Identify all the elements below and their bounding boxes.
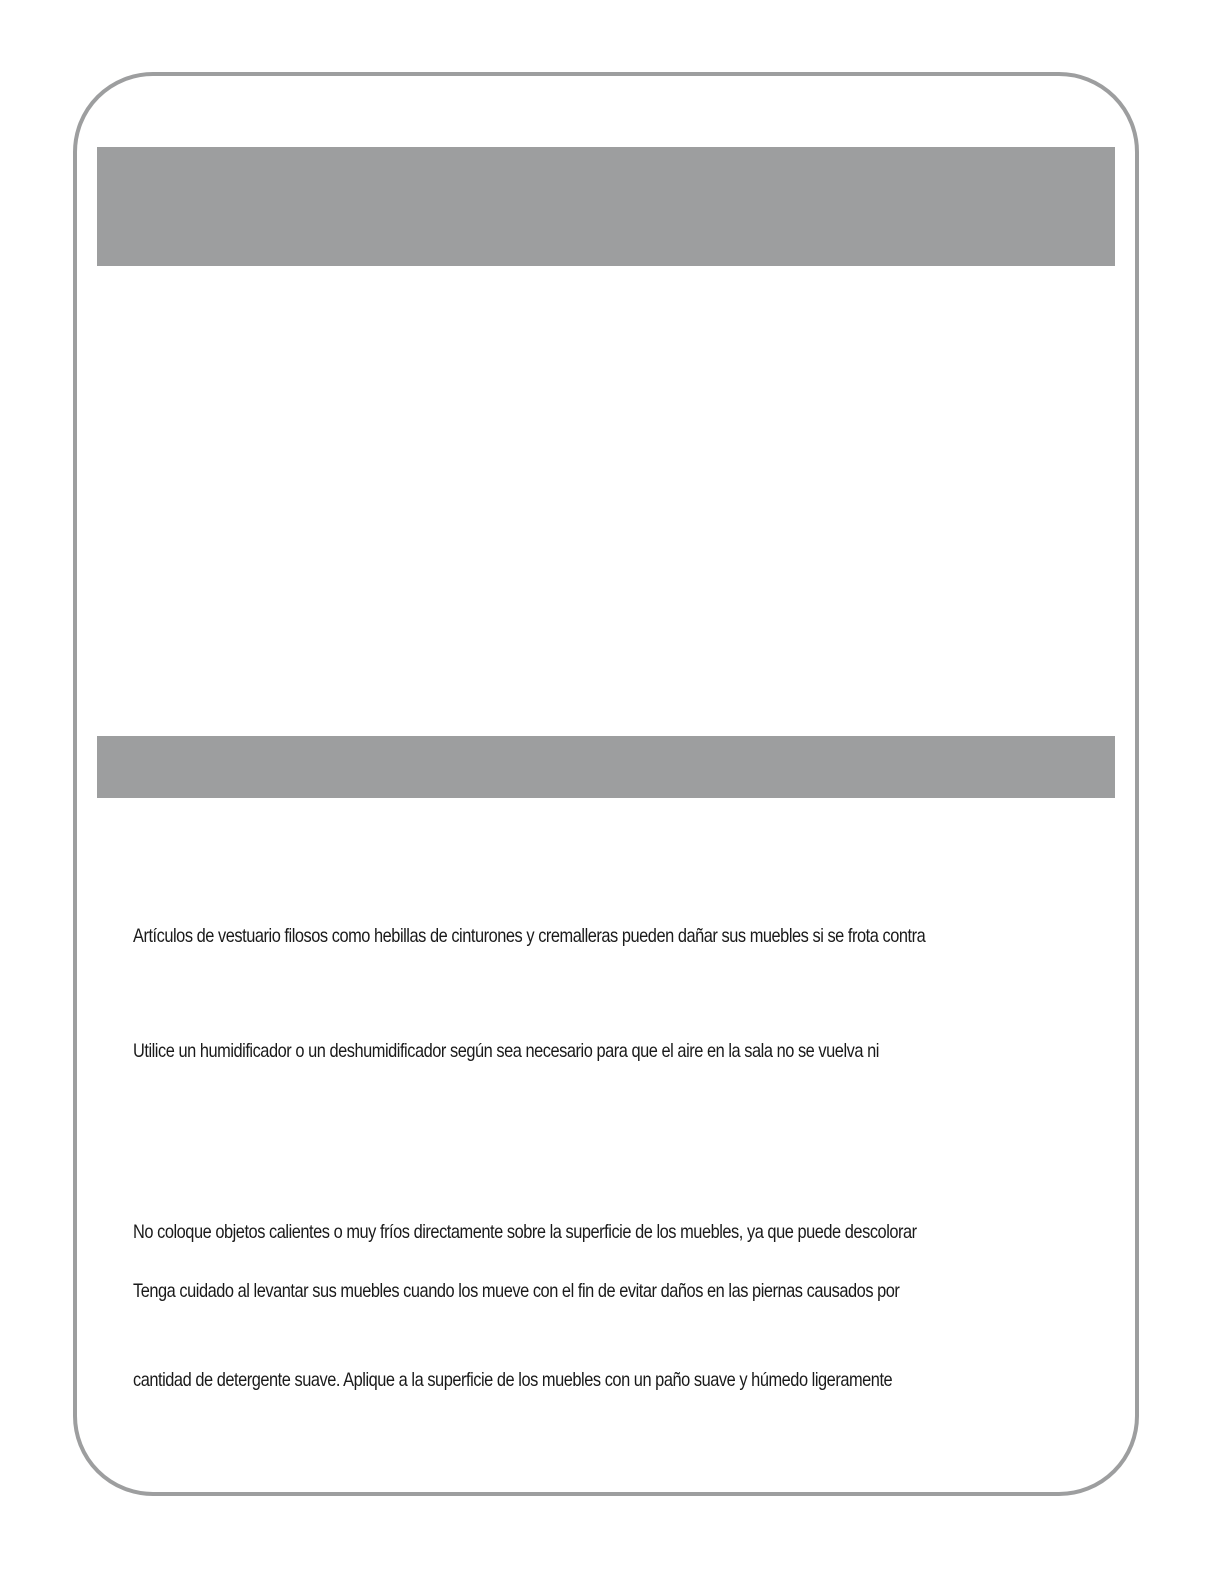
text-line-lifting-furniture: Tenga cuidado al levantar sus muebles cuando los mueve con el fin de evitar daños en las piernas causados por bbox=[133, 1280, 900, 1302]
section-header-bar-middle bbox=[97, 736, 1115, 798]
text-line-mild-detergent: cantidad de detergente suave. Aplique a la superficie de los muebles con un paño suave y húmedo ligeramente bbox=[133, 1369, 893, 1391]
text-line-humidifier: Utilice un humidificador o un deshumidificador según sea necesario para que el aire en la sala no se vuelva ni bbox=[133, 1040, 879, 1062]
text-line-hot-cold-objects: No coloque objetos calientes o muy fríos directamente sobre la superficie de los muebles, ya que puede descolorar bbox=[133, 1221, 917, 1243]
section-header-bar-top bbox=[97, 147, 1115, 266]
text-line-sharp-clothing: Artículos de vestuario filosos como hebillas de cinturones y cremalleras pueden dañar sus muebles si se frota contra bbox=[133, 925, 926, 947]
